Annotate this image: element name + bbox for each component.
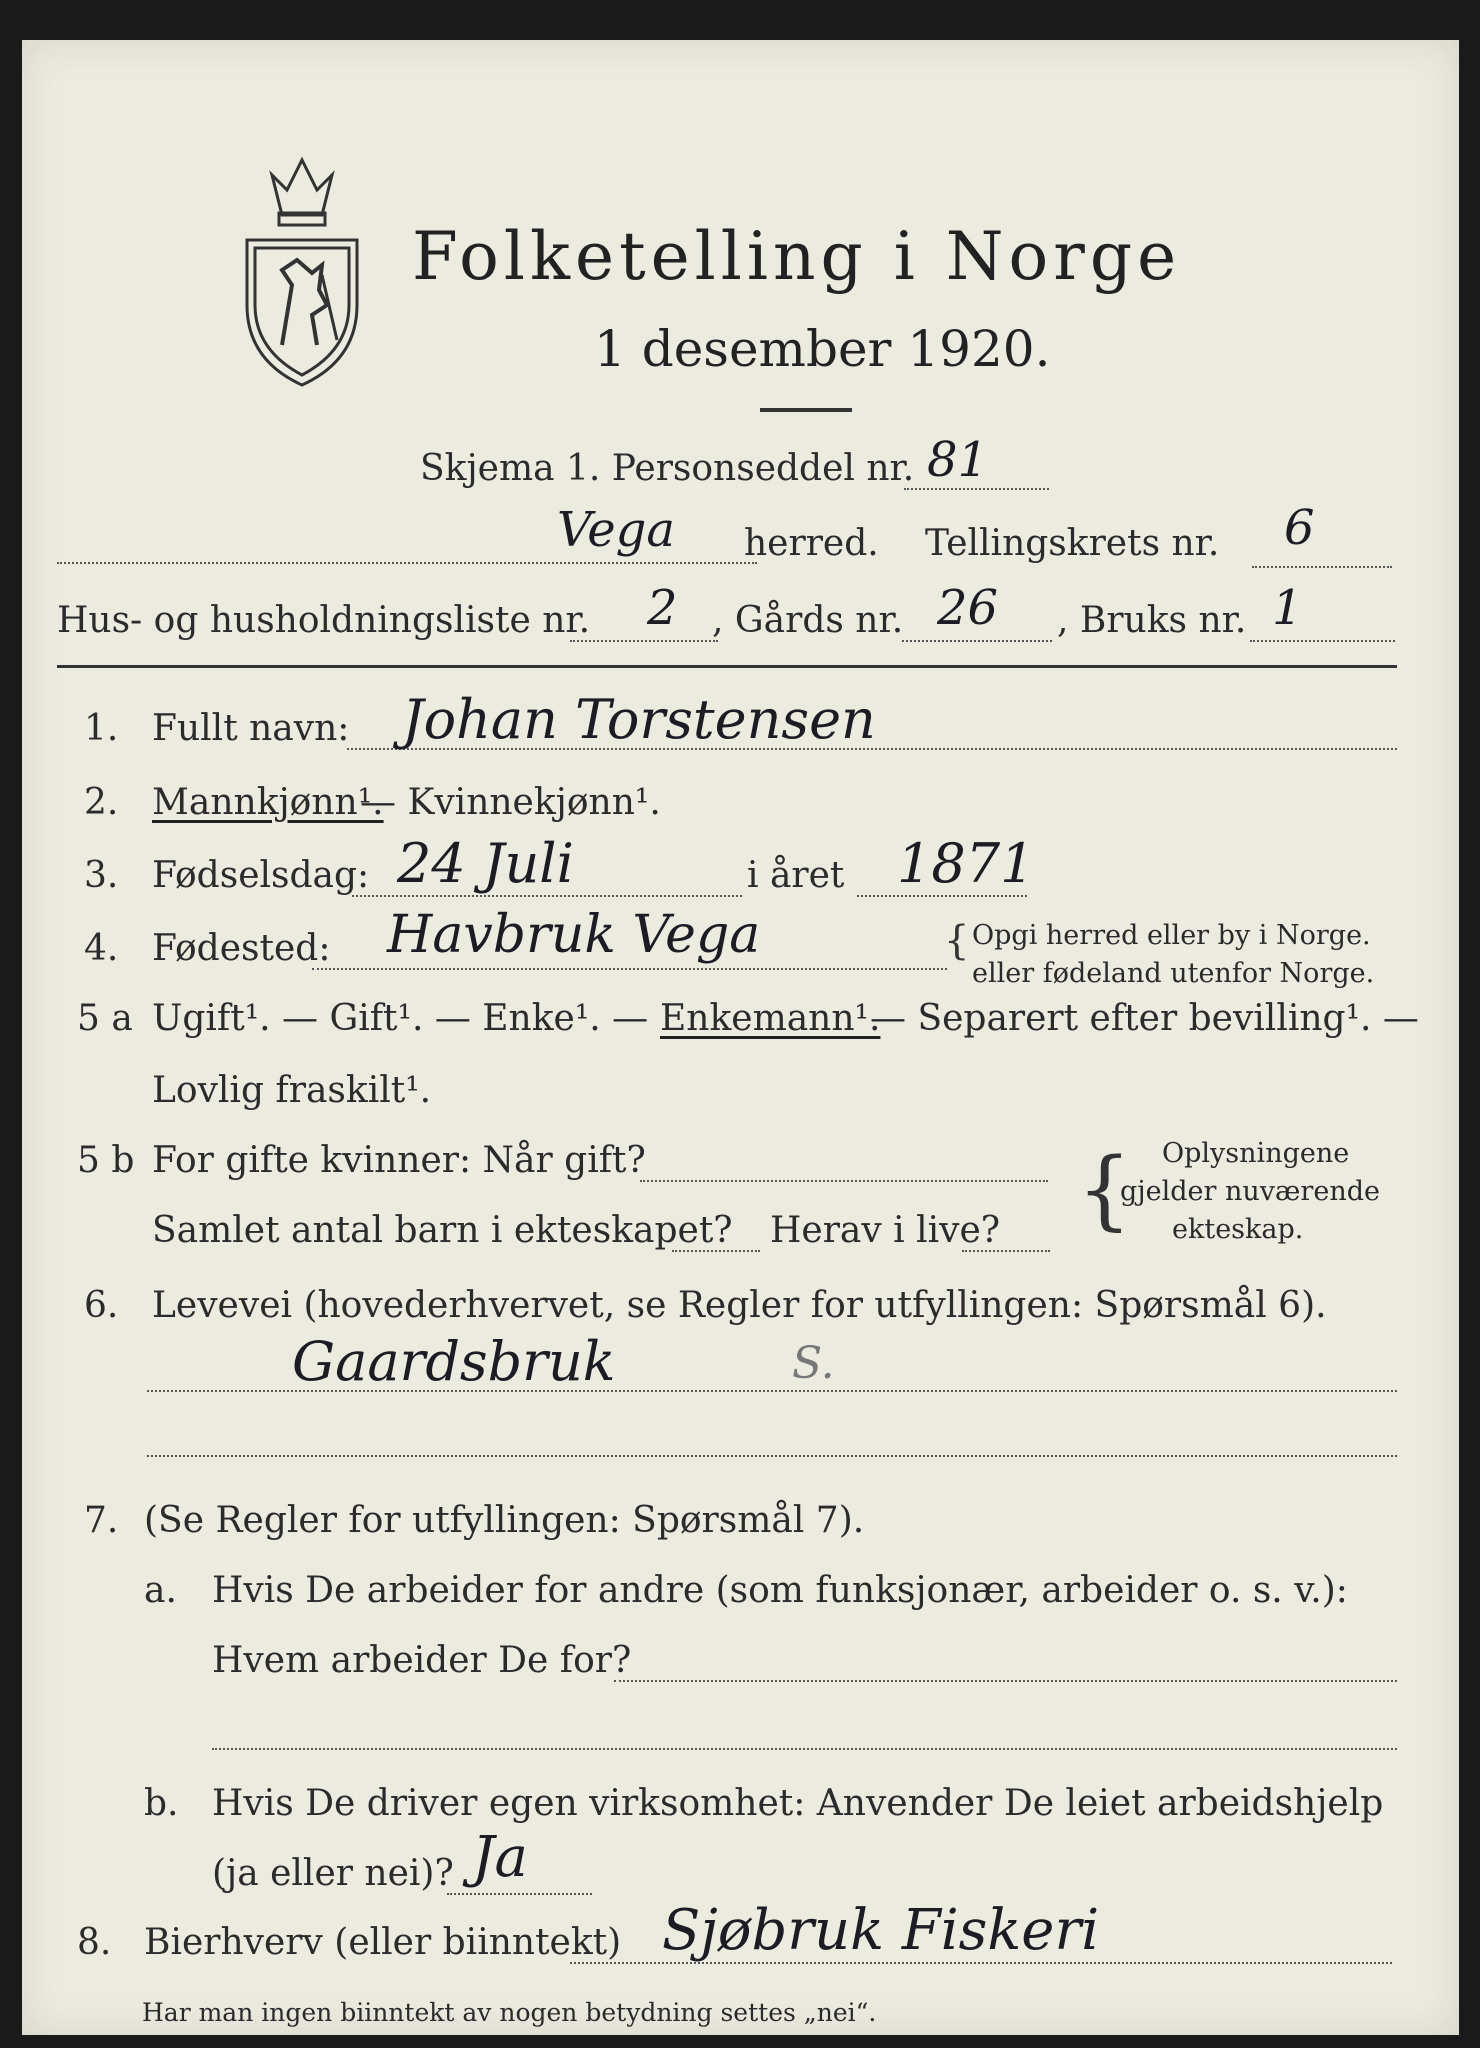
herred-value[interactable]: Vega bbox=[557, 502, 676, 558]
krets-label: Tellingskrets nr. bbox=[925, 523, 1220, 564]
title-divider bbox=[760, 408, 852, 412]
q5b-alive-label: Herav i live? bbox=[770, 1210, 1001, 1251]
q7-label: (Se Regler for utfyllingen: Spørsmål 7). bbox=[144, 1500, 865, 1541]
q7b-label-2: (ja eller nei)? bbox=[212, 1853, 454, 1894]
q2-number: 2. bbox=[84, 782, 119, 823]
q7a-letter: a. bbox=[144, 1570, 177, 1611]
q5b-children-label: Samlet antal barn i ekteskapet? bbox=[152, 1210, 733, 1251]
q7b-letter: b. bbox=[144, 1783, 179, 1824]
hus-label: Hus- og husholdningsliste nr. bbox=[57, 600, 591, 641]
form-title: Folketelling i Norge bbox=[412, 218, 1182, 295]
q5b-married-when-line[interactable] bbox=[640, 1180, 1048, 1182]
marital-options-after[interactable]: — Separert efter bevilling¹. — bbox=[870, 998, 1419, 1039]
q7b-label-1: Hvis De driver egen virksomhet: Anvender De leiet arbeidshjelp bbox=[212, 1783, 1384, 1824]
q7a-line-2[interactable] bbox=[212, 1748, 1397, 1750]
marital-option-divorced[interactable]: Lovlig fraskilt¹. bbox=[152, 1070, 432, 1111]
herred-label: herred. bbox=[744, 523, 879, 564]
q1-label: Fullt navn: bbox=[152, 708, 350, 749]
gards-line bbox=[902, 640, 1052, 642]
bruks-label: , Bruks nr. bbox=[1057, 600, 1247, 641]
gards-label: , Gårds nr. bbox=[712, 600, 904, 641]
q5b-note-2: gjelder nuværende bbox=[1120, 1176, 1380, 1207]
q4-brace: { bbox=[944, 918, 970, 964]
q5b-children-line[interactable] bbox=[672, 1250, 760, 1252]
krets-line bbox=[1252, 566, 1392, 568]
q3-label: Fødselsdag: bbox=[152, 855, 370, 896]
q6-line-2[interactable] bbox=[147, 1455, 1397, 1457]
q7a-label-1: Hvis De arbeider for andre (som funksjonær, arbeider o. s. v.): bbox=[212, 1570, 1348, 1611]
q7a-line-1[interactable] bbox=[614, 1680, 1397, 1682]
q5b-brace: { bbox=[1077, 1140, 1132, 1240]
marital-selected-widower[interactable]: Enkemann¹. bbox=[660, 998, 881, 1039]
q5b-note-3: ekteskap. bbox=[1172, 1214, 1304, 1245]
hired-help-value[interactable]: Ja bbox=[472, 1825, 528, 1890]
header-divider bbox=[57, 665, 1397, 668]
q5b-number: 5 b bbox=[77, 1140, 135, 1181]
gender-male-selected[interactable]: Mannkjønn¹. bbox=[152, 782, 384, 823]
schema-value[interactable]: 81 bbox=[927, 432, 989, 488]
q5b-married-when-label: For gifte kvinner: Når gift? bbox=[152, 1140, 646, 1181]
side-income-value[interactable]: Sjøbruk Fiskeri bbox=[662, 1898, 1100, 1963]
bruks-value[interactable]: 1 bbox=[1272, 580, 1303, 636]
hus-value[interactable]: 2 bbox=[647, 580, 678, 636]
birthplace-value[interactable]: Havbruk Vega bbox=[387, 905, 761, 965]
census-date: 1 desember 1920. bbox=[594, 320, 1051, 378]
q3-line bbox=[352, 895, 742, 897]
herred-line bbox=[57, 562, 757, 564]
footer-note: Har man ingen biinntekt av nogen betydning settes „nei“. bbox=[142, 1998, 877, 2027]
q7-number: 7. bbox=[84, 1500, 119, 1541]
occupation-value[interactable]: Gaardsbruk bbox=[292, 1330, 616, 1393]
bruks-line bbox=[1250, 640, 1395, 642]
schema-line bbox=[904, 488, 1049, 490]
census-form-sheet bbox=[22, 40, 1459, 2035]
q4-line bbox=[312, 968, 947, 970]
q5b-note-1: Oplysningene bbox=[1162, 1138, 1350, 1169]
birth-year-value[interactable]: 1871 bbox=[897, 832, 1035, 895]
hus-line bbox=[570, 640, 718, 642]
schema-label: Skjema 1. Personseddel nr. bbox=[420, 448, 915, 489]
q4-number: 4. bbox=[84, 928, 119, 969]
q6-number: 6. bbox=[84, 1285, 119, 1326]
q5a-number: 5 a bbox=[77, 998, 133, 1039]
gards-value[interactable]: 26 bbox=[937, 580, 999, 636]
full-name-value[interactable]: Johan Torstensen bbox=[402, 688, 876, 751]
q5b-alive-line[interactable] bbox=[962, 1250, 1050, 1252]
q8-number: 8. bbox=[77, 1922, 112, 1963]
q4-note-2: eller fødeland utenfor Norge. bbox=[972, 958, 1375, 989]
q3-number: 3. bbox=[84, 855, 119, 896]
q4-label: Fødested: bbox=[152, 928, 331, 969]
q3-year-label: i året bbox=[747, 855, 845, 896]
q8-label: Bierhverv (eller biinntekt) bbox=[144, 1922, 622, 1963]
gender-female-option[interactable]: — Kvinnekjønn¹. bbox=[360, 782, 661, 823]
marital-options-before[interactable]: Ugift¹. — Gift¹. — Enke¹. — bbox=[152, 998, 649, 1039]
q6-line-1 bbox=[147, 1390, 1397, 1392]
krets-value[interactable]: 6 bbox=[1284, 500, 1315, 556]
q4-note-1: Opgi herred eller by i Norge. bbox=[972, 920, 1371, 951]
q7b-line bbox=[447, 1893, 592, 1895]
occupation-code: S. bbox=[792, 1338, 835, 1389]
q7a-label-2: Hvem arbeider De for? bbox=[212, 1640, 632, 1681]
birthday-value[interactable]: 24 Juli bbox=[397, 832, 574, 895]
q1-number: 1. bbox=[84, 708, 119, 749]
coat-of-arms-icon bbox=[227, 145, 377, 395]
q6-label: Levevei (hovederhvervet, se Regler for utfyllingen: Spørsmål 6). bbox=[152, 1285, 1327, 1326]
q3-year-line bbox=[857, 895, 1027, 897]
